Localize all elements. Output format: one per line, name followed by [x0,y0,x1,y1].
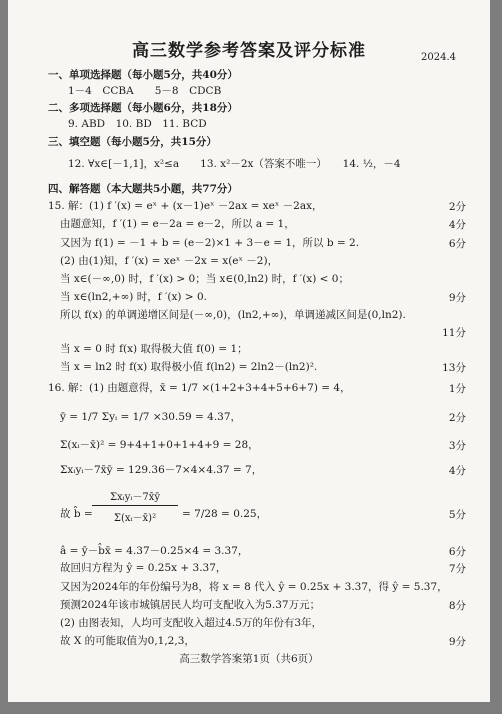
section1-answers: 1－4 CCBA 5－8 CDCB [68,85,222,97]
q16-line: 预测2024年该市城镇居民人均可支配收入为5.37万元； [60,599,321,611]
q16-line: 16. 解：(1) 由题意得，x̄ = 1/7 ×(1+2+3+4+5+6+7) = 4， [48,382,351,394]
section3-answers: 12. ∀x∈[－1,1]，x²≤a 13. x²－2x（答案不唯一） 14. ½，－4 [68,158,401,170]
q15-line: 所以 f(x) 的单调递增区间是(－∞,0)，(ln2,+∞)，单调递减区间是(0,ln2). [60,309,406,321]
q16-line: Σxᵢyᵢ－7x̄ȳ = 129.36－7×4×4.37 = 7， [60,464,263,476]
b-hat-denominator: Σ(xᵢ－x̄)² [113,513,157,524]
q16-line: 又因为2024年的年份编号为8，将 x = 8 代入 ŷ = 0.25x + 3.37，得 ŷ = 5.37， [60,581,448,593]
q15-line: 当 x∈(ln2,+∞) 时，f ′(x) > 0. [60,291,207,303]
b-hat-fraction [92,488,178,524]
q16-line: = 7/28 = 0.25， [182,508,268,520]
q15-line: 15. 解：(1) f ′(x) = eˣ + (x－1)eˣ －2ax = xeˣ －2ax， [48,200,323,212]
b-hat-label: 故 b̂ = [60,508,93,520]
page-title: 高三数学参考答案及评分标准 [132,41,366,61]
q16-score: 7分 [448,563,466,575]
q16-score: 8分 [448,600,466,612]
q15-score: 13分 [442,362,466,374]
q16-score: 1分 [448,383,466,395]
q16-line: â = ȳ－b̂x̄ = 4.37－0.25×4 = 3.37， [60,545,249,557]
q15-line: 当 x∈(－∞,0) 时，f ′(x) > 0；当 x∈(0,ln2) 时，f ′(x) < 0； [60,273,349,285]
q16-line: ȳ = 1/7 Σyᵢ = 1/7 ×30.59 = 4.37， [60,411,242,423]
q16-line: (2) 由图表知，人均可支配收入超过4.5万的年份有3年， [60,617,323,629]
section3-heading: 三、填空题（每小题5分，共15分） [48,136,217,148]
q16-score: 9分 [448,636,466,648]
q15-score: 4分 [448,219,466,231]
q16-score: 6分 [448,546,466,558]
q15-line: 由题意知，f ′(1) = e－2a = e－2，所以 a = 1， [60,218,295,230]
q15-line: 又因为 f(1) = －1 + b = (e－2)×1 + 3－e = 1，所以 b = 2. [60,237,360,249]
q16-score: 5分 [448,509,466,521]
q16-line: Σ(xᵢ－x̄)² = 9+4+1+0+1+4+9 = 28， [60,439,259,451]
q15-line: 当 x = 0 时 f(x) 取得极大值 f(0) = 1； [60,343,248,355]
q15-score: 9分 [448,292,466,304]
date: 2024.4 [421,52,456,63]
q15-line: 当 x = ln2 时 f(x) 取得极小值 f(ln2) = 2ln2－(ln2)². [60,361,318,373]
q15-score: 11分 [442,327,466,339]
q16-line: 故 X 的可能取值为0,1,2,3， [60,635,195,647]
b-hat-numerator: Σxᵢyᵢ－7x̄ȳ [92,488,178,506]
section1-heading: 一、单项选择题（每小题5分，共40分） [48,69,238,81]
section2-heading: 二、多项选择题（每小题6分，共18分） [48,102,238,114]
q15-score: 2分 [448,201,466,213]
q15-line: (2) 由(1)知，f ′(x) = xeˣ －2x = x(eˣ －2)， [60,255,279,267]
q16-line: 故回归方程为 ŷ = 0.25x + 3.37， [60,562,227,574]
section4-heading: 四、解答题（本大题共5小题，共77分） [48,183,238,195]
q16-score: 3分 [448,440,466,452]
answer-sheet-page [8,0,490,702]
section2-answers: 9. ABD 10. BD 11. BCD [68,118,207,130]
page-footer: 高三数学答案第1页（共6页） [179,653,319,665]
q16-score: 4分 [448,465,466,477]
q16-score: 2分 [448,412,466,424]
q15-score: 6分 [448,238,466,250]
